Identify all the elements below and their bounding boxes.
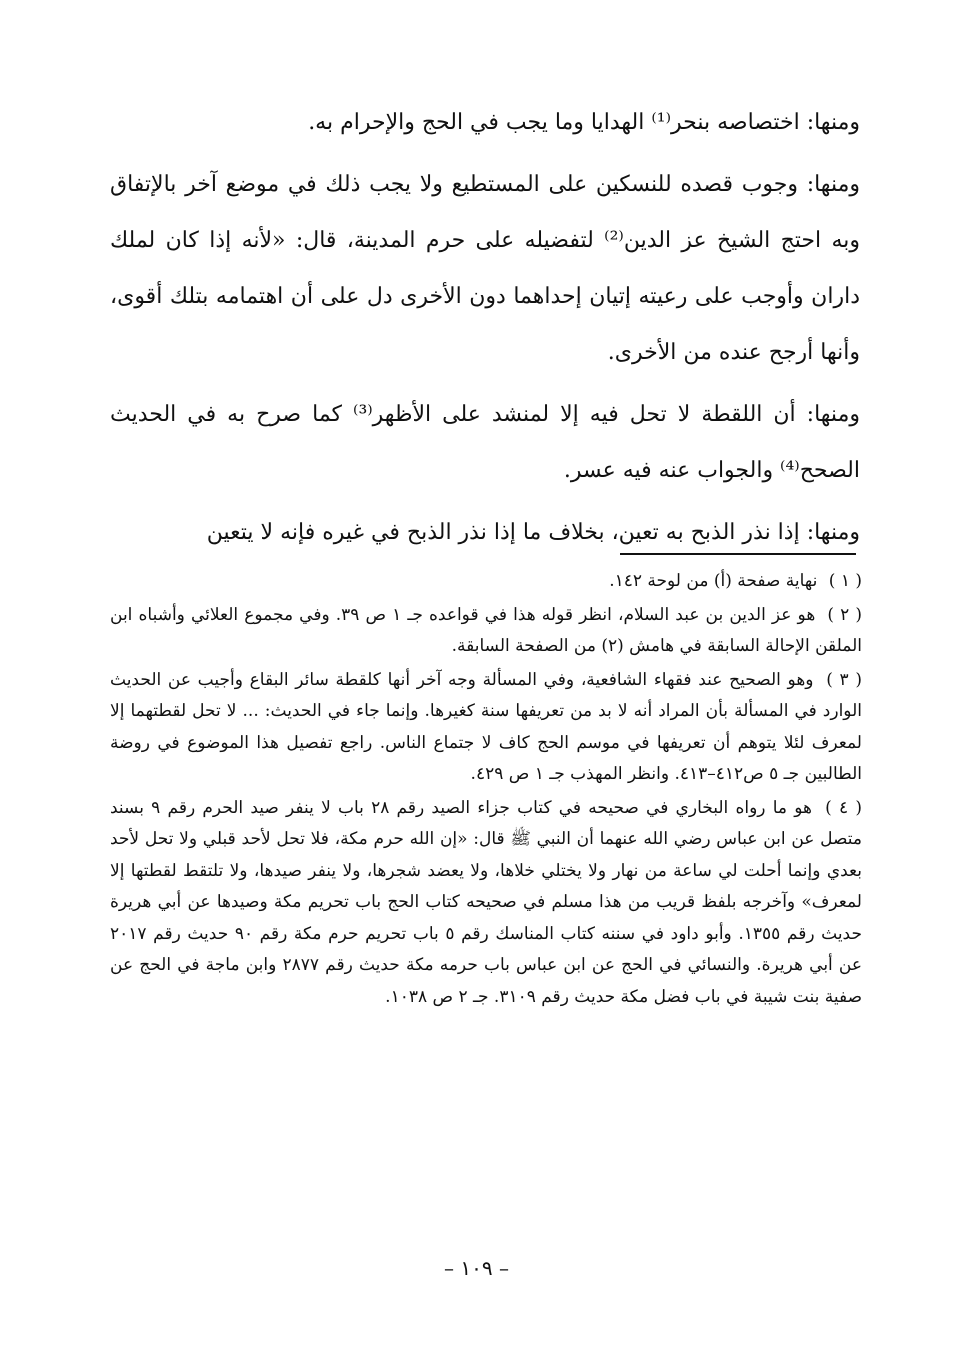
footnote-1 bbox=[110, 566, 862, 598]
footnote-text: نهاية صفحة (أ) من لوحة ١٤٢. bbox=[609, 571, 818, 591]
footnote-text: وهو الصحيح عند فقهاء الشافعية، وفي المسألة وجه آخر أنها كلقطة سائر البقاع وأجيب عن الحديث الوارد في المسألة بأن المراد أنه لا بد من تعريفها سنة كغيرها. وإنما جاء في الحديث: ... لا تحل لقطتهما إلا لمعرف لئلا يتوهم أن تعريفها في موسم الحج كاف لا جتماع الناس. راجع تفصيل هذا الموضوع في روضة الطالبين جـ ٥ ص٤١٢–٤١٣. وانظر المهذب جـ ١ ص ٤٢٩. bbox=[110, 669, 862, 784]
footnote-4 bbox=[110, 793, 862, 1014]
footnote-3 bbox=[110, 665, 862, 791]
footnote-text: هو عز الدين بن عبد السلام، انظر قوله هذا في قواعده جـ ١ ص ٣٩. وفي مجموع العلائي وأشباه ابن الملقن الإحالة السابقة في هامش (٢) من الصفحة السابقة. bbox=[110, 604, 862, 656]
paragraph-1: ومنها: اختصاصه بنحر⁽¹⁾ الهدايا وما يجب في الحج والإحرام به. bbox=[308, 110, 860, 135]
footnote-number: ( ٤ ) bbox=[825, 797, 862, 818]
paragraph-4: ومنها: إذا نذر الذبح به تعين، بخلاف ما إذا نذر الذبح في غيره فإنه لا يتعين bbox=[206, 520, 860, 545]
page-number: – ١٠٩ – bbox=[444, 1256, 509, 1280]
footnote-number: ( ٣ ) bbox=[826, 669, 862, 690]
footnote-number: ( ١ ) bbox=[828, 571, 862, 591]
main-text bbox=[110, 95, 860, 567]
footnote-text: هو ما رواه البخاري في صحيحه في كتاب جزاء الصيد رقم ٢٨ باب لا ينفر صيد الحرم رقم ٩ بسند متصل عن ابن عباس رضي الله عنهما أن النبي ﷺ قال: «إن الله حرم مكة، فلا تحل لأحد قبلي ولا تحل لأحد بعدي وإنما أحلت لي ساعة من نهار ولا يختلي خلاها، ولا يعضد شجرها، ولا ينفر صيدها، ولا تلتقط لقطتها إلا لمعرف» وآخرجه بلفظ قريب من هذا مسلم في صحيحه كتاب الحج باب تحريم مكة وصيدها عن أبي هريرة حديث رقم ١٣٥٥. وأبو داود في سننه كتاب المناسك رقم ٥ باب تحريم حرم مكة رقم ٩٠ حديث رقم ٢٠١٧ عن أبي هريرة. والنسائي في الحج عن ابن عباس باب حرمه مكة حديث رقم ٢٨٧٧ وابن ماجة في الحج عن صفية بنت شيبة في باب فضل مكة حديث رقم ٣١٠٩. جـ ٢ ص ١٠٣٨. bbox=[110, 797, 862, 1007]
footnote-2 bbox=[110, 600, 862, 663]
footnotes bbox=[110, 566, 862, 1015]
paragraph-3: ومنها: أن اللقطة لا تحل فيه إلا لمنشد على الأظهر⁽³⁾ كما صرح به في الحديث الصحح⁽⁴⁾ والجواب عنه فيه عسر. bbox=[110, 402, 860, 483]
footnote-number: ( ٢ ) bbox=[827, 604, 862, 625]
footnote-divider bbox=[620, 553, 856, 555]
paragraph-2: ومنها: وجوب قصده للنسكين على المستطيع ولا يجب ذلك في موضع آخر بالإتفاق وبه احتج الشيخ عز الدين⁽²⁾ لتفضيله على حرم المدينة، قال: «لأنه إذا كان لملك داران وأوجب على رعيته إتيان إحداهما دون الأخرى دل على أن اهتمامه بتلك أقوى، وأنها أرجح عنده من الأخرى. bbox=[110, 172, 860, 365]
